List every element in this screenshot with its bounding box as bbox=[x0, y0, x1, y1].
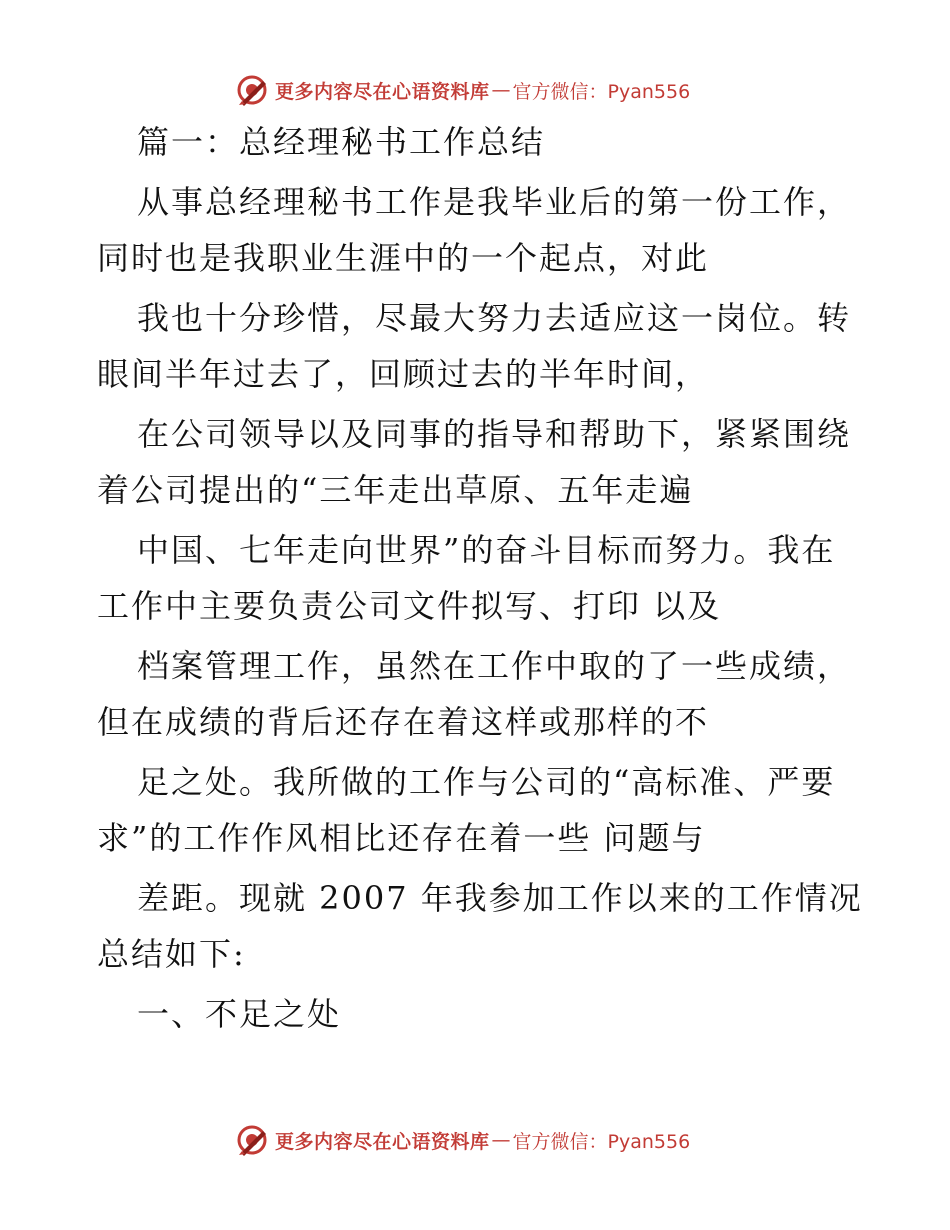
header-site-text: 更多内容尽在心语资料库 bbox=[275, 80, 490, 103]
header-dash: — bbox=[491, 79, 511, 101]
footer-banner bbox=[235, 1122, 690, 1158]
header-banner bbox=[235, 72, 690, 108]
paragraph-line: 档案管理工作，虽然在工作中取的了一些成绩， bbox=[137, 647, 852, 685]
pen-logo-icon bbox=[235, 1123, 269, 1157]
paragraph-line: 从事总经理秘书工作是我毕业后的第一份工作， bbox=[137, 183, 852, 221]
paragraph-line: 在公司领导以及同事的指导和帮助下，紧紧围绕 bbox=[137, 415, 852, 453]
document-body bbox=[97, 122, 863, 1034]
paragraph-line: 着公司提出的“三年走出草原、五年走遍 bbox=[97, 471, 694, 509]
paragraph-line: 同时也是我职业生涯中的一个起点，对此 bbox=[97, 239, 710, 277]
paragraph-line: 总结如下: bbox=[97, 935, 246, 973]
section-heading: 一、不足之处 bbox=[137, 995, 342, 1033]
paragraph-line: 眼间半年过去了，回顾过去的半年时间， bbox=[97, 355, 710, 393]
document-title: 篇一：总经理秘书工作总结 bbox=[137, 123, 546, 161]
paragraph-line: 求”的工作作风相比还存在着一些 问题与 bbox=[97, 819, 706, 857]
footer-site-text: 更多内容尽在心语资料库 bbox=[275, 1130, 490, 1153]
footer-dash: — bbox=[491, 1129, 511, 1151]
paragraph-line: 工作中主要负责公司文件拟写、打印 以及 bbox=[97, 587, 722, 625]
paragraph-line: 中国、七年走向世界”的奋斗目标而努力。我在 bbox=[137, 531, 836, 569]
paragraph-line: 足之处。我所做的工作与公司的“高标准、严要 bbox=[137, 763, 836, 801]
paragraph-line: 但在成绩的背后还存在着这样或那样的不 bbox=[97, 703, 710, 741]
paragraph-line: 我也十分珍惜，尽最大努力去适应这一岗位。转 bbox=[137, 299, 852, 337]
paragraph-line: 差距。现就 2007 年我参加工作以来的工作情况 bbox=[137, 879, 863, 917]
header-wechat-text: 官方微信：Pyan556 bbox=[512, 80, 691, 103]
footer-wechat-text: 官方微信：Pyan556 bbox=[512, 1130, 691, 1153]
pen-logo-icon bbox=[235, 73, 269, 107]
